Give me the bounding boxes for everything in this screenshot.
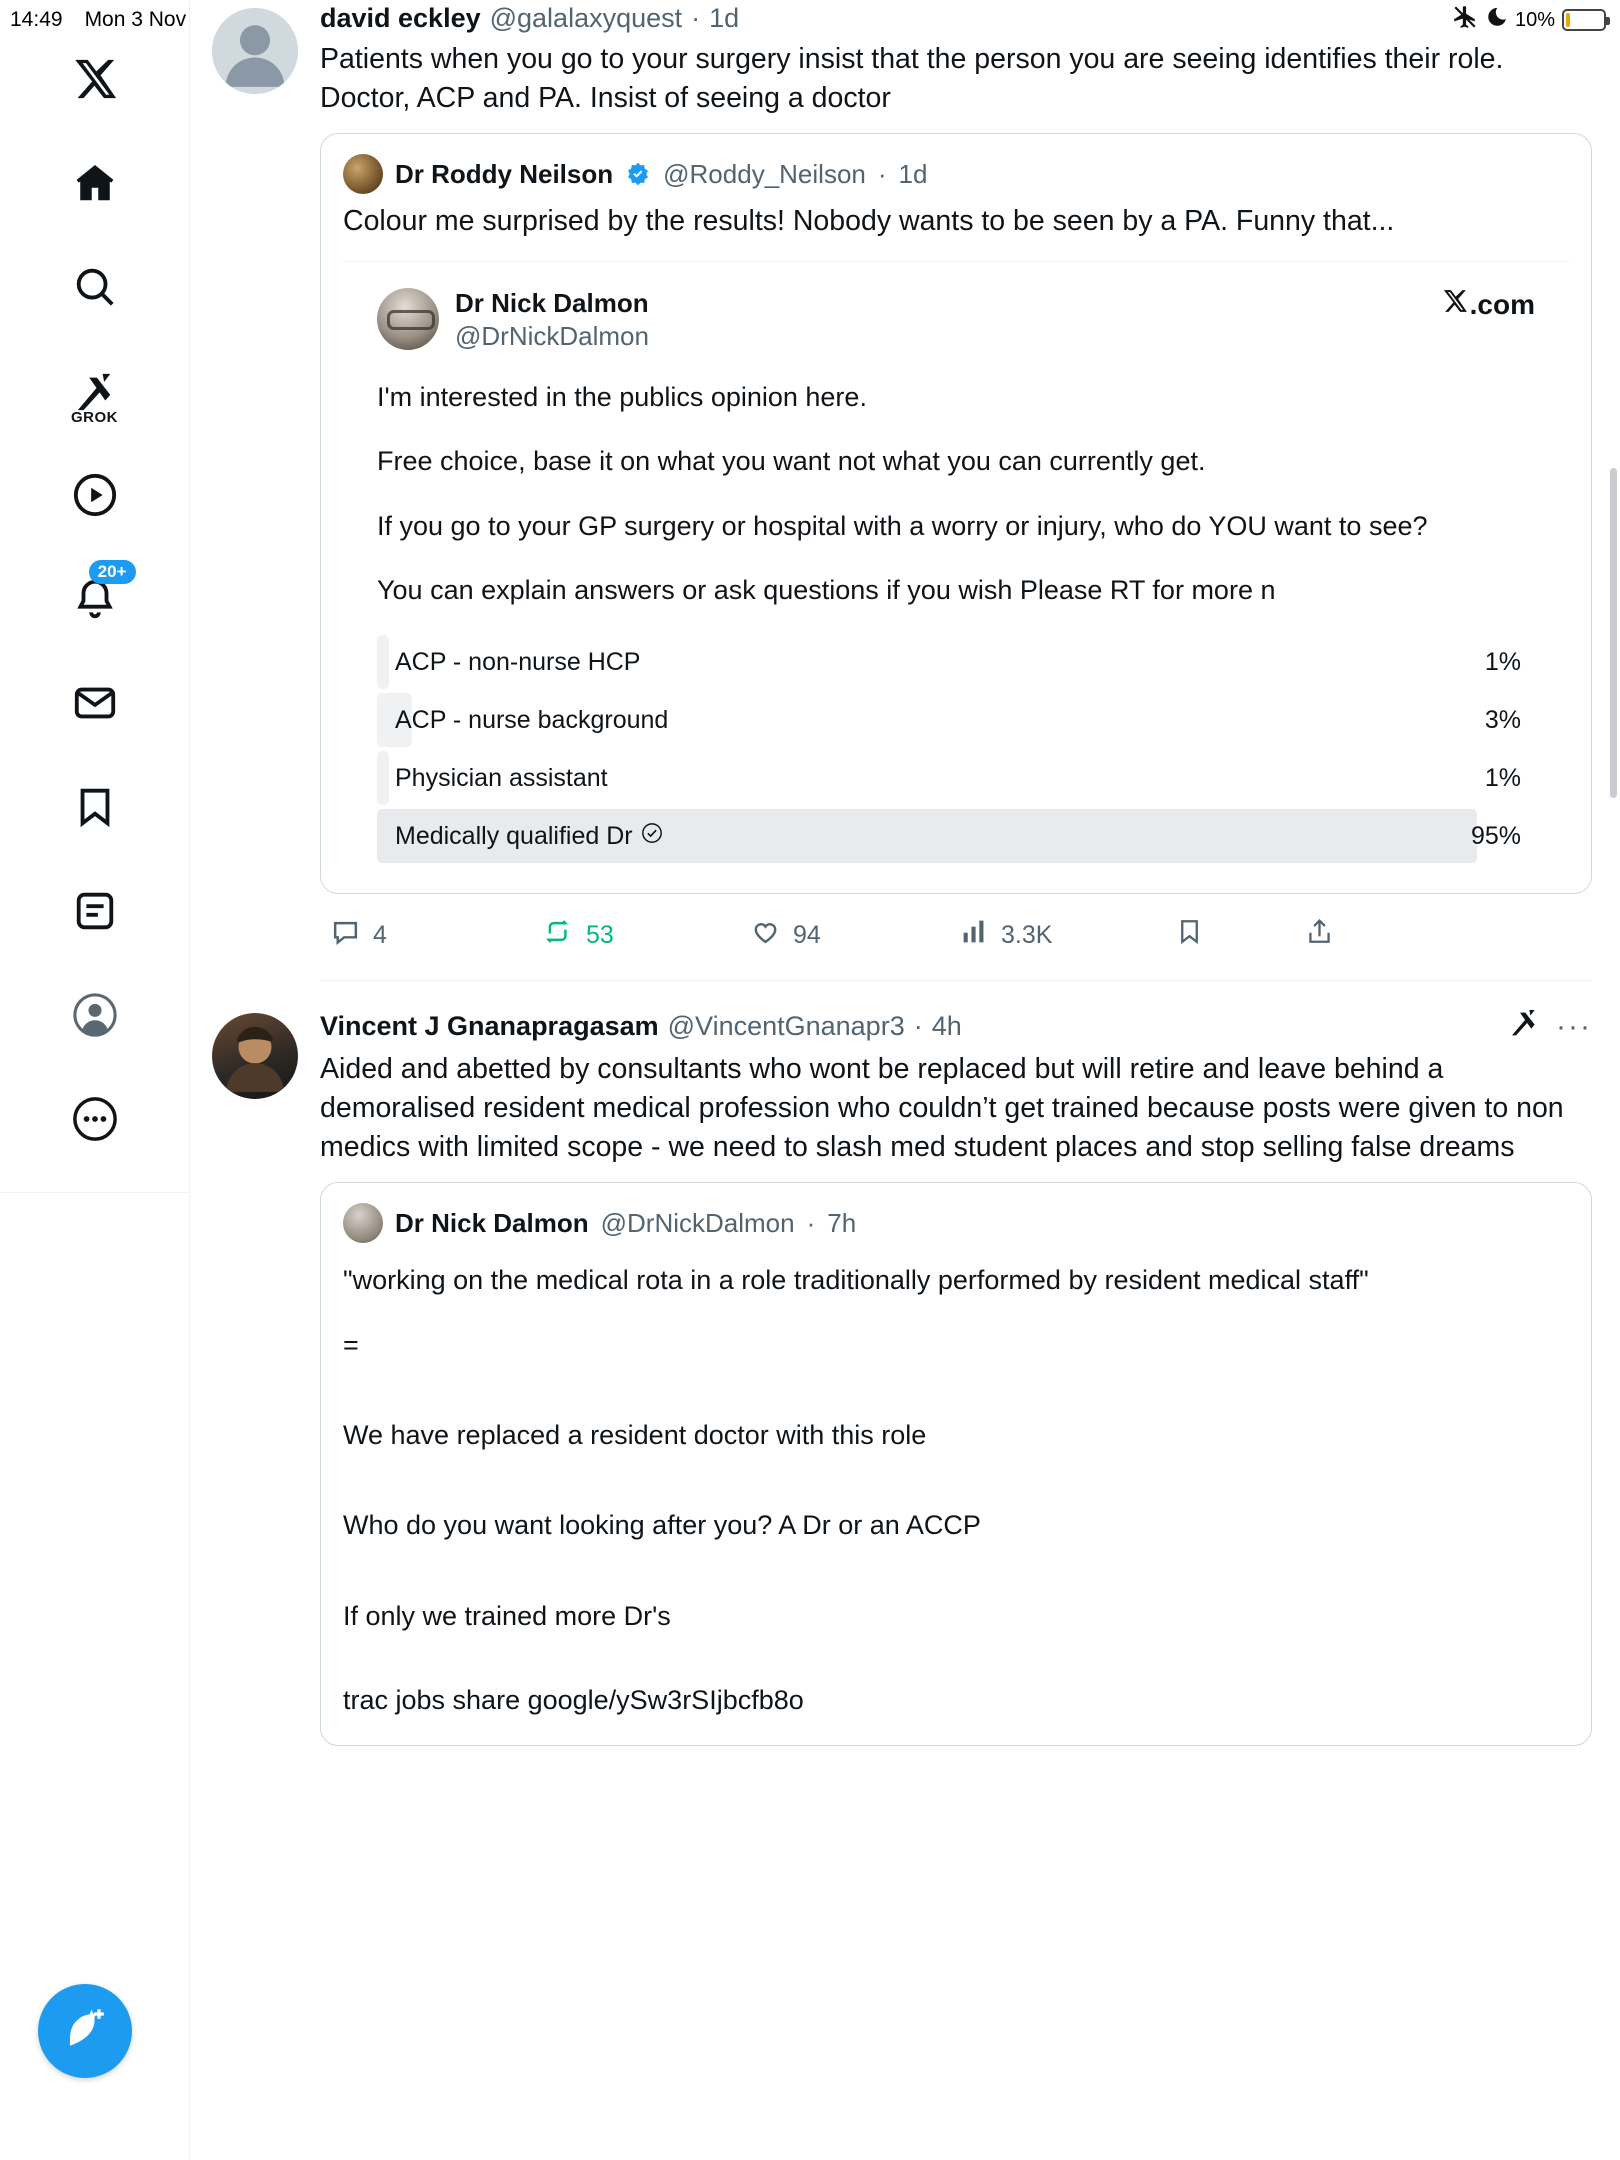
poll-option[interactable] (377, 751, 1535, 805)
main-timeline[interactable] (190, 0, 1620, 2160)
battery-percent-label: 10% (1514, 8, 1555, 31)
quoted-body-text (321, 1243, 1591, 1719)
author-handle[interactable]: @galalaxyquest (489, 3, 683, 33)
lists-icon (72, 888, 118, 934)
tweet-header-actions (1508, 1007, 1592, 1046)
quoted-author-handle[interactable]: @DrNickDalmon (600, 1207, 795, 1238)
repost-button[interactable] (540, 916, 750, 954)
tweet-actions (320, 916, 1552, 954)
status-right (1451, 4, 1606, 36)
sidebar-item-lists[interactable] (52, 868, 138, 954)
tweet-text: Patients when you go to your surgery insist that the person you are seeing identifies their role. Doctor, ACP and PA. Insist of seeing a doctor (320, 42, 1512, 114)
views-count: 3.3K (1001, 920, 1053, 949)
quoted-paragraph: We have replaced a resident doctor with this role (343, 1419, 927, 1450)
quoted-paragraph: Who do you want looking after you? A Dr or an ACCP (343, 1510, 981, 1541)
quoted-tweet-header (321, 134, 1591, 194)
avatar-column (212, 1007, 320, 1746)
sidebar-item-label-grok: GROK (71, 409, 118, 426)
poll-winner-text: Medically qualified Dr (395, 821, 633, 850)
airplane-mode-icon (1451, 4, 1479, 36)
sidebar-item-more[interactable] (52, 1076, 138, 1162)
status-time: 14:49 (10, 8, 63, 31)
reply-icon (330, 916, 361, 954)
quoted-tweet-header (321, 1183, 1591, 1243)
avatar[interactable] (212, 1013, 298, 1099)
sidebar (0, 0, 190, 2160)
quoted-paragraph-link[interactable]: trac jobs share google/ySw3rSIjbcfb8o (343, 1684, 804, 1715)
more-circle-icon (72, 1096, 118, 1142)
poll-option-percent: 95% (1470, 821, 1521, 850)
battery-icon (1562, 9, 1606, 31)
author-handle[interactable]: @VincentGnanapr3 (667, 1010, 905, 1041)
tweet-header (320, 1007, 1592, 1046)
analytics-icon (960, 917, 989, 953)
compose-post-button[interactable] (38, 1984, 132, 2078)
tweet-body (320, 2, 1598, 981)
poll-option[interactable] (377, 635, 1535, 689)
sidebar-item-grok[interactable] (52, 348, 138, 434)
like-count: 94 (793, 920, 821, 949)
separator-dot: · (913, 1010, 923, 1041)
heart-icon (750, 916, 781, 954)
poll-option-label: ACP - non-nurse HCP (395, 647, 641, 676)
separator-dot: · (691, 3, 701, 33)
nested-paragraph: You can explain answers or ask questions if you wish Please RT for more n (377, 574, 1276, 605)
bookmark-button[interactable] (1175, 917, 1305, 953)
tweet-vincent-gnanapragasam[interactable] (190, 1007, 1620, 1746)
timestamp: 1d (709, 3, 740, 33)
notifications-badge: 20+ (89, 560, 136, 584)
bookmark-icon (1175, 917, 1204, 953)
compose-icon (61, 2005, 109, 2058)
quoted-avatar[interactable] (343, 154, 383, 194)
home-icon (72, 160, 118, 206)
poll-option-label: Physician assistant (395, 763, 608, 792)
avatar-column (212, 2, 320, 981)
sidebar-divider (0, 1192, 190, 1193)
bookmark-icon (72, 784, 118, 830)
quoted-tweet-card[interactable] (320, 1182, 1592, 1746)
tweet-text: Aided and abetted by consultants who wont be replaced but will retire and leave behind a demoralised resident medical profession who couldn’t get trained because posts were given to non medics with limited scope - we need to slash med student places and stop selling false dreams (320, 1053, 1572, 1163)
quoted-tweet-text: Colour me surprised by the results! Nobody wants to be seen by a PA. Funny that... (343, 205, 1395, 238)
quoted-paragraph: = (343, 1329, 359, 1360)
retweet-icon (540, 916, 574, 954)
nested-author-name[interactable]: Dr Nick Dalmon (455, 288, 649, 318)
sidebar-item-notifications[interactable] (52, 556, 138, 642)
sidebar-item-video[interactable] (52, 452, 138, 538)
tweet-david-eckley[interactable] (190, 0, 1620, 981)
sidebar-item-search[interactable] (52, 244, 138, 330)
author-name[interactable]: david eckley (320, 3, 481, 33)
sidebar-item-bookmarks[interactable] (52, 764, 138, 850)
source-label (1442, 288, 1535, 321)
vertical-scrollbar[interactable] (1610, 468, 1617, 798)
quoted-avatar[interactable] (343, 1203, 383, 1243)
play-circle-icon (72, 472, 118, 518)
quoted-author-name[interactable]: Dr Nick Dalmon (395, 1207, 589, 1238)
poll-option-label: ACP - nurse background (395, 705, 669, 734)
more-horizontal-icon[interactable]: ··· (1556, 1009, 1592, 1043)
quoted-separator-dot: · (877, 158, 887, 189)
sidebar-item-messages[interactable] (52, 660, 138, 746)
poll-option-percent: 3% (1484, 705, 1521, 734)
quoted-timestamp: 1d (898, 158, 928, 189)
share-icon (1305, 917, 1334, 953)
sidebar-item-profile[interactable] (52, 972, 138, 1058)
nested-paragraph: I'm interested in the publics opinion here. (377, 382, 867, 412)
sidebar-item-x-logo[interactable] (52, 36, 138, 122)
repost-count: 53 (586, 920, 614, 949)
nested-paragraph: If you go to your GP surgery or hospital with a worry or injury, who do YOU want to see? (377, 510, 1428, 541)
do-not-disturb-moon-icon (1486, 6, 1508, 34)
status-date: Mon 3 Nov (84, 8, 187, 31)
nested-names (455, 288, 649, 352)
x-logo-icon (1442, 288, 1468, 321)
nested-body-text (343, 352, 1569, 609)
profile-avatar-icon (72, 992, 118, 1038)
poll-winner-check-icon (641, 822, 663, 851)
sidebar-item-home[interactable] (52, 140, 138, 226)
poll (343, 635, 1569, 863)
poll-option-winner[interactable] (377, 809, 1535, 863)
quoted-author-name[interactable]: Dr Roddy Neilson (395, 158, 614, 189)
status-bar (0, 0, 1620, 40)
timestamp: 4h (931, 1010, 962, 1041)
reply-count: 4 (373, 920, 387, 949)
nested-avatar[interactable] (377, 288, 439, 350)
views-button[interactable] (960, 917, 1175, 953)
quoted-author-handle[interactable]: @Roddy_Neilson (663, 158, 866, 189)
nested-author-handle[interactable]: @DrNickDalmon (455, 321, 649, 351)
status-left (10, 8, 186, 32)
poll-option-label (377, 822, 663, 851)
poll-option[interactable] (377, 693, 1535, 747)
envelope-icon (72, 680, 118, 726)
x-logo-icon (72, 56, 118, 102)
author-name[interactable]: Vincent J Gnanapragasam (320, 1010, 659, 1041)
grok-icon (72, 370, 118, 412)
quoted-timestamp: 7h (827, 1207, 857, 1238)
nested-header (343, 262, 1569, 352)
tweet-body (320, 1007, 1598, 1746)
poll-option-percent: 1% (1484, 647, 1521, 676)
nested-quoted-card[interactable] (343, 261, 1569, 893)
quoted-tweet-card[interactable] (320, 133, 1592, 894)
grok-icon[interactable] (1508, 1007, 1540, 1046)
nested-paragraph: Free choice, base it on what you want not what you can currently get. (377, 446, 1206, 477)
share-button[interactable] (1305, 917, 1365, 953)
quoted-paragraph: If only we trained more Dr's (343, 1600, 671, 1631)
like-button[interactable] (750, 916, 960, 954)
search-icon (72, 264, 118, 310)
tweet-separator (320, 980, 1592, 981)
reply-button[interactable] (330, 916, 540, 954)
poll-option-percent: 1% (1484, 763, 1521, 792)
quoted-separator-dot: · (806, 1207, 816, 1238)
verified-badge-icon (625, 161, 651, 187)
quoted-paragraph: "working on the medical rota in a role traditionally performed by resident medical staff" (343, 1265, 1369, 1296)
source-domain-text: .com (1469, 288, 1535, 320)
